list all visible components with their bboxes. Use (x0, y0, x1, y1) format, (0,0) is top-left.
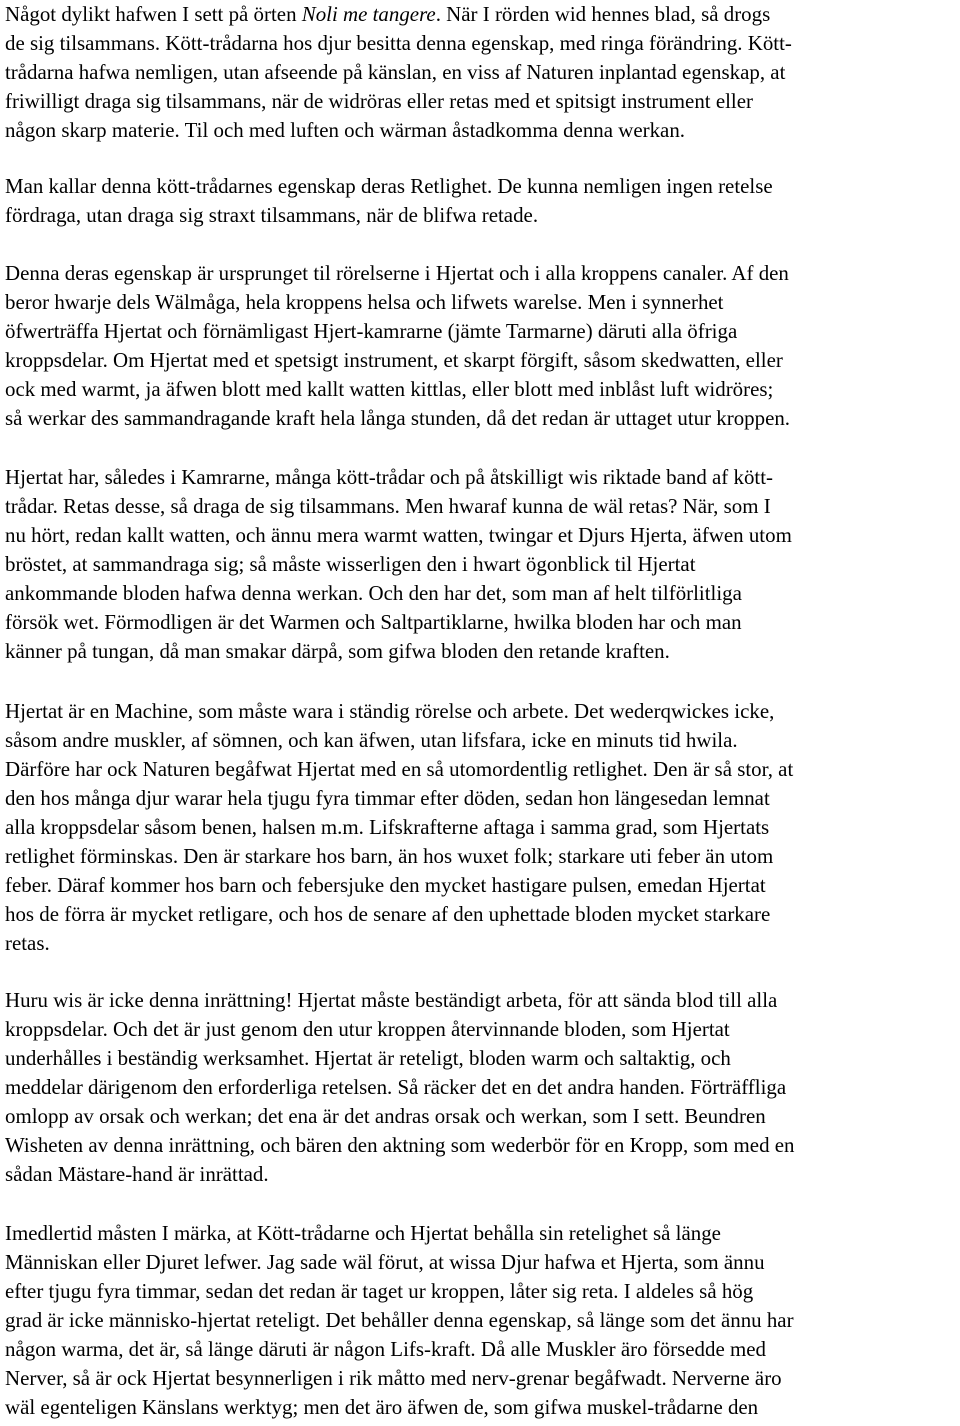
text-segment: wäl egenteligen Känslans werktyg; men det äro äfwen de, som gifwa muskel-trådarne den (5, 1395, 759, 1419)
text-segment: trådar. Retas desse, så draga de sig tilsammans. Men hwaraf kunna de wäl retas? När, som I (5, 494, 771, 518)
text-line (5, 1160, 957, 1189)
text-segment: försök wet. Förmodligen är det Warmen och Saltpartiklarne, hwilka bloden har och man (5, 610, 742, 634)
text-line (5, 116, 957, 145)
text-line (5, 1044, 957, 1073)
text-segment: trådarna hafwa nemligen, utan afseende på känslan, en viss af Naturen inplantad egenskap, at (5, 60, 786, 84)
text-line (5, 1219, 957, 1248)
text-line (5, 463, 957, 492)
text-segment: grad är icke människo-hjertat reteligt. Det behåller denna egenskap, så länge som det ännu har (5, 1308, 794, 1332)
text-segment: friwilligt draga sig tilsammans, när de widröras eller retas med et spitsigt instrument eller (5, 89, 753, 113)
text-line (5, 172, 957, 201)
text-line (5, 697, 957, 726)
text-line (5, 726, 957, 755)
text-line (5, 550, 957, 579)
text-segment: Människan eller Djuret lefwer. Jag sade wäl förut, at wissa Djur hafwa et Hjerta, som ännu (5, 1250, 765, 1274)
paragraph-4 (5, 463, 960, 666)
text-segment: såsom andre muskler, af sömnen, och kan äfwen, utan lifsfara, icke en minuts tid hwila. (5, 728, 738, 752)
text-line (5, 608, 957, 637)
text-segment: den hos många djur warar hela tjugu fyra timmar efter döden, sedan hon längesedan lemnat (5, 786, 770, 810)
text-segment: Man kallar denna kött-trådarnes egenskap deras Retlighet. De kunna nemligen ingen retelse (5, 174, 773, 198)
text-line (5, 1131, 957, 1160)
text-line (5, 375, 957, 404)
paragraph-6 (5, 986, 960, 1189)
text-line (5, 87, 957, 116)
text-line (5, 317, 957, 346)
text-segment: alla kroppsdelar såsom benen, halsen m.m. Lifskrafterne aftaga i samma grad, som Hjertats (5, 815, 770, 839)
text-segment: Imedlertid måsten I märka, at Kött-trådarne och Hjertat behålla sin retelighet så länge (5, 1221, 721, 1245)
text-segment: meddelar därigenom den erforderliga retelsen. Så räcker det en det andra handen. Förträffliga (5, 1075, 787, 1099)
text-segment: ankommande bloden hafwa denna werkan. Och den har det, som man af helt tilförlitliga (5, 581, 742, 605)
text-line (5, 1306, 957, 1335)
text-line (5, 288, 957, 317)
text-line (5, 404, 957, 433)
text-segment: Denna deras egenskap är ursprunget til rörelserne i Hjertat och i alla kroppens canaler. Af den (5, 261, 789, 285)
text-segment: sådan Mästare-hand är inrättad. (5, 1162, 269, 1186)
text-line (5, 492, 957, 521)
paragraph-7 (5, 1219, 960, 1422)
text-segment: Nerver, så är ock Hjertat besynnerligen i rik måtto med nerv-grenar begåfwadt. Nerverne äro (5, 1366, 782, 1390)
text-line (5, 1277, 957, 1306)
text-segment: någon skarp materie. Til och med luften och wärman åstadkomma denna werkan. (5, 118, 686, 142)
text-line (5, 1102, 957, 1131)
text-segment: kroppsdelar. Om Hjertat med et spetsigt instrument, et skarpt förgift, såsom skedwatten, eller (5, 348, 783, 372)
text-segment: bröstet, at sammandraga sig; så måste wisserligen den i hwart ögonblick til Hjertat (5, 552, 696, 576)
text-segment: retlighet förminskas. Den är starkare hos barn, än hos wuxet folk; starkare uti feber än utom (5, 844, 774, 868)
text-segment: Wisheten av denna inrättning, och bären den aktning som wederbör för en Kropp, som med en (5, 1133, 795, 1157)
text-line (5, 58, 957, 87)
text-segment: ock med warmt, ja äfwen blott med kallt watten kittlas, eller blott med inblåst luft widröres; (5, 377, 774, 401)
paragraph-3 (5, 259, 960, 433)
text-segment: retas. (5, 931, 50, 955)
text-line (5, 637, 957, 666)
text-segment: feber. Däraf kommer hos barn och febersjuke den mycket hastigare pulsen, emedan Hjertat (5, 873, 766, 897)
paragraph-1 (5, 0, 960, 145)
text-segment: underhålles i beständig werksamhet. Hjertat är reteligt, bloden warm och saltaktig, och (5, 1046, 731, 1070)
text-segment: Huru wis är icke denna inrättning! Hjertat måste beständigt arbeta, för att sända blod till alla (5, 988, 778, 1012)
text-segment: någon warma, det är, så länge däruti är någon Lifs-kraft. Då alle Muskler äro försedde med (5, 1337, 766, 1361)
text-segment: hos de förra är mycket retligare, och hos de senare af den uphettade bloden mycket starkare (5, 902, 771, 926)
text-line (5, 871, 957, 900)
text-segment: efter tjugu fyra timmar, sedan det redan är taget ur kroppen, låter sig reta. I aldeles så hög (5, 1279, 754, 1303)
text-line (5, 929, 957, 958)
text-line (5, 1015, 957, 1044)
text-segment: så werkar des sammandragande kraft hela långa stunden, då det redan är uttaget utur kroppen. (5, 406, 791, 430)
text-line (5, 842, 957, 871)
paragraph-5 (5, 697, 960, 958)
text-line (5, 1073, 957, 1102)
text-line (5, 755, 957, 784)
text-segment: fördraga, utan draga sig straxt tilsammans, när de blifwa retade. (5, 203, 539, 227)
text-line (5, 813, 957, 842)
text-line (5, 1393, 957, 1422)
text-line (5, 900, 957, 929)
text-segment: de sig tilsammans. Kött-trådarna hos djur besitta denna egenskap, med ringa förändring. Kött- (5, 31, 792, 55)
text-segment: beror hwarje dels Wälmåga, hela kroppens helsa och lifwets warelse. Men i synnerhet (5, 290, 724, 314)
italic-phrase: Noli me tangere (301, 2, 436, 26)
text-line (5, 29, 957, 58)
text-segment: Något dylikt hafwen I sett på örten (5, 2, 302, 26)
text-line (5, 259, 957, 288)
text-line (5, 579, 957, 608)
text-line (5, 0, 957, 29)
text-line (5, 346, 957, 375)
text-line (5, 201, 957, 230)
text-segment: Därföre har ock Naturen begåfwat Hjertat med en så utomordentlig retlighet. Den är så stor, at (5, 757, 794, 781)
text-segment: kroppsdelar. Och det är just genom den utur kroppen återvinnande bloden, som Hjertat (5, 1017, 730, 1041)
text-line (5, 521, 957, 550)
text-segment: Hjertat är en Machine, som måste wara i ständig rörelse och arbete. Det wederqwickes icke, (5, 699, 775, 723)
text-segment: känner på tungan, då man smakar därpå, som gifwa bloden den retande kraften. (5, 639, 670, 663)
text-segment: öfwerträffa Hjertat och förnämligast Hjert-kamrarne (jämte Tarmarne) däruti alla öfriga (5, 319, 738, 343)
text-line (5, 1364, 957, 1393)
text-line (5, 986, 957, 1015)
text-segment: . När I rörden wid hennes blad, så drogs (435, 2, 771, 26)
text-line (5, 1335, 957, 1364)
text-segment: omlopp av orsak och werkan; det ena är det andras orsak och werkan, som I sett. Beundren (5, 1104, 766, 1128)
text-line (5, 1248, 957, 1277)
paragraph-2 (5, 172, 960, 230)
text-segment: Hjertat har, således i Kamrarne, många kött-trådar och på åtskilligt wis riktade band af kött- (5, 465, 773, 489)
text-line (5, 784, 957, 813)
text-segment: nu hört, redan kallt watten, och ännu mera warmt watten, twingar et Djurs Hjerta, äfwen utom (5, 523, 792, 547)
